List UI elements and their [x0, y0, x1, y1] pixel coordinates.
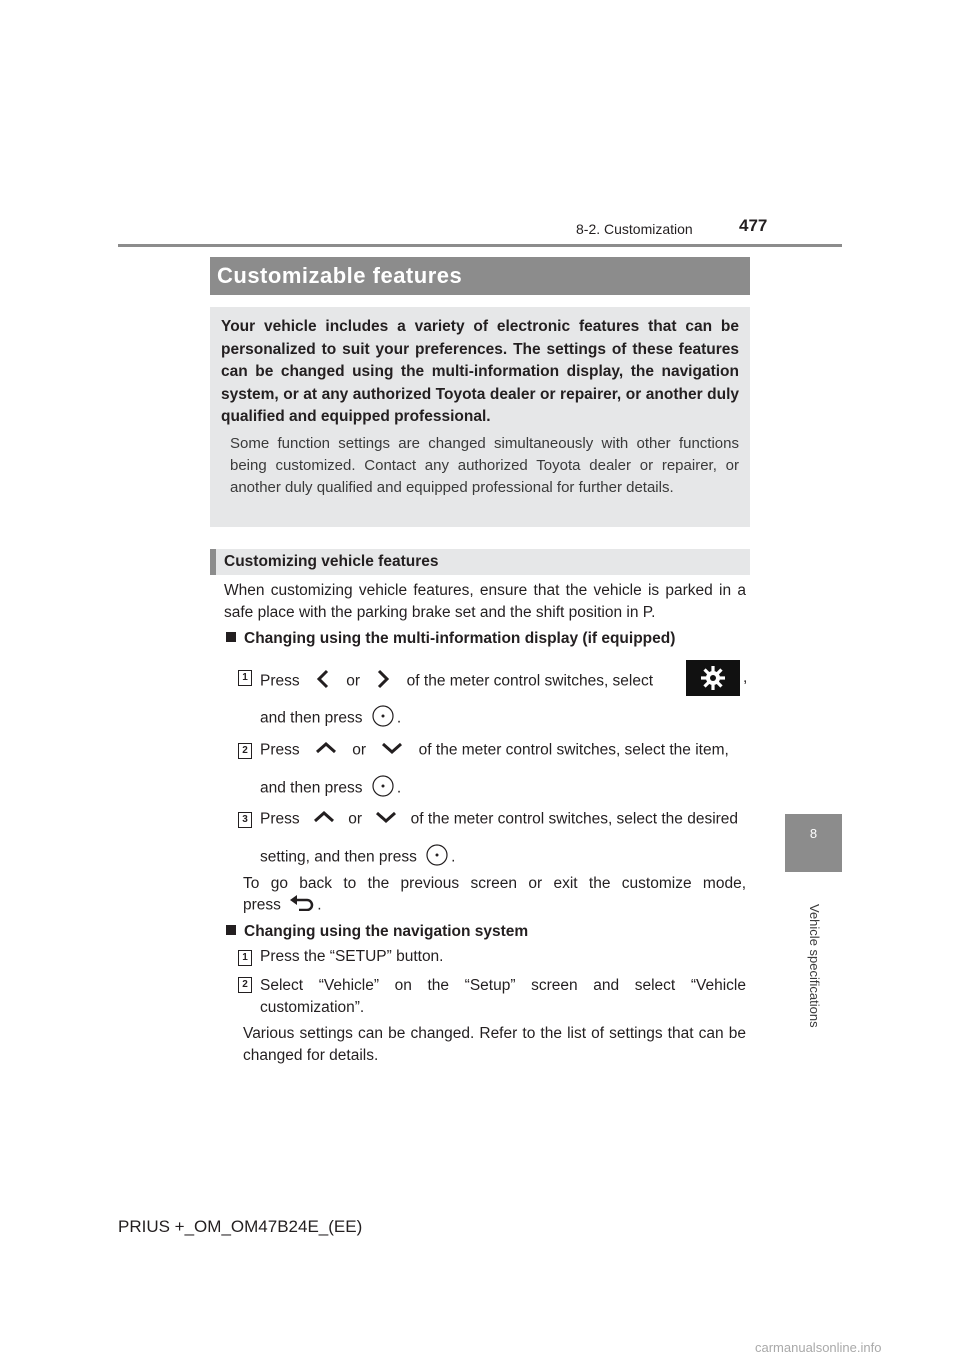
step-period: . — [451, 848, 456, 866]
header-divider — [118, 244, 842, 247]
step-period: . — [396, 779, 402, 797]
ok-button-icon — [425, 843, 449, 872]
nav-step-2: Select “Vehicle” on the “Setup” screen and select “Vehicle customization”. — [260, 977, 746, 1016]
document-code: PRIUS +_OM_OM47B24E_(EE) — [118, 1217, 363, 1236]
back-note-line-2 — [243, 895, 322, 916]
watermark: carmanualsonline.info — [755, 1340, 882, 1355]
subsection-intro: When customizing vehicle features, ensure that the vehicle is parked in a safe place with the parking brake set and the shift position in P. — [224, 582, 746, 621]
mid-step-1-line-2 — [260, 704, 401, 733]
chevron-up-icon — [312, 810, 336, 829]
step-text: of the meter control switches, select the desired — [410, 810, 739, 828]
intro-bold-text: Your vehicle includes a variety of electronic features that can be personalized to suit your preferences. The settings of these features can be changed using the multi-information display, the navigation system, or at any authorized Toyota dealer or repairer, or another duly qualified and equipped professional. — [221, 318, 739, 425]
ok-button-icon — [371, 774, 395, 803]
step-or-text: or — [346, 672, 361, 690]
subsection-title: Customizing vehicle features — [224, 553, 439, 570]
step-number-box: 3 — [238, 812, 252, 828]
back-note-period: . — [317, 896, 322, 914]
step-or-text: or — [348, 810, 363, 828]
nav-heading — [226, 923, 528, 941]
chevron-left-icon — [316, 669, 330, 694]
subsection-bar — [210, 549, 750, 575]
mid-step-3-line-2 — [260, 843, 455, 872]
back-note-press: press — [243, 896, 281, 914]
section-header: 8-2. Customization — [576, 221, 693, 237]
chapter-title: Vehicle specifications — [807, 904, 822, 1028]
step-text: of the meter control switches, select the item, — [418, 741, 729, 759]
step-period: . — [396, 709, 402, 727]
chevron-up-icon — [314, 741, 338, 760]
ok-button-icon — [371, 704, 395, 733]
chapter-number: 8 — [809, 826, 818, 841]
back-note-line-1: To go back to the previous screen or exit the customize mode, — [243, 875, 746, 892]
mid-heading — [226, 630, 675, 648]
step-number-box: 1 — [238, 950, 252, 966]
nav-note: Various settings can be changed. Refer to the list of settings that can be changed for details. — [243, 1025, 746, 1064]
page-number: 477 — [739, 216, 768, 235]
step-press-text: Press — [260, 741, 300, 759]
chevron-right-icon — [376, 669, 390, 694]
step-and-then-text: setting, and then press — [260, 848, 417, 866]
page-title: Customizable features — [217, 263, 463, 288]
chapter-tab — [785, 814, 842, 872]
mid-step-1-line-1 — [260, 669, 653, 694]
nav-step-1: Press the “SETUP” button. — [260, 948, 444, 965]
mid-step-2-line-2 — [260, 774, 401, 803]
mid-step-3-line-1 — [260, 810, 738, 829]
subsection-accent — [210, 549, 216, 575]
bullet-square — [226, 632, 236, 642]
intro-box — [210, 307, 750, 527]
back-arrow-icon — [289, 895, 315, 916]
chevron-down-icon — [380, 741, 404, 760]
nav-heading-text: Changing using the navigation system — [244, 923, 529, 940]
chevron-down-icon — [374, 810, 398, 829]
step-press-text: Press — [260, 810, 300, 828]
page-title-bar — [210, 257, 750, 295]
step-and-then-text: and then press — [260, 709, 363, 727]
step-number-box: 2 — [238, 977, 252, 993]
mid-heading-text: Changing using the multi-information display (if equipped) — [244, 630, 676, 647]
step-or-text: or — [352, 741, 367, 759]
intro-note-text: Some function settings are changed simultaneously with other functions being customized. Contact any authorized Toyota dealer or repairer, or another duly qualified and equipped professional for further details. — [230, 435, 739, 496]
settings-gear-icon — [686, 660, 740, 696]
bullet-square — [226, 925, 236, 935]
step-comma: , — [743, 669, 748, 686]
step-number-box: 1 — [238, 670, 252, 686]
step-number-box: 2 — [238, 743, 252, 759]
mid-step-2-line-1 — [260, 741, 729, 760]
step-text: of the meter control switches, select — [406, 672, 654, 690]
step-and-then-text: and then press — [260, 779, 363, 797]
step-press-text: Press — [260, 672, 300, 690]
